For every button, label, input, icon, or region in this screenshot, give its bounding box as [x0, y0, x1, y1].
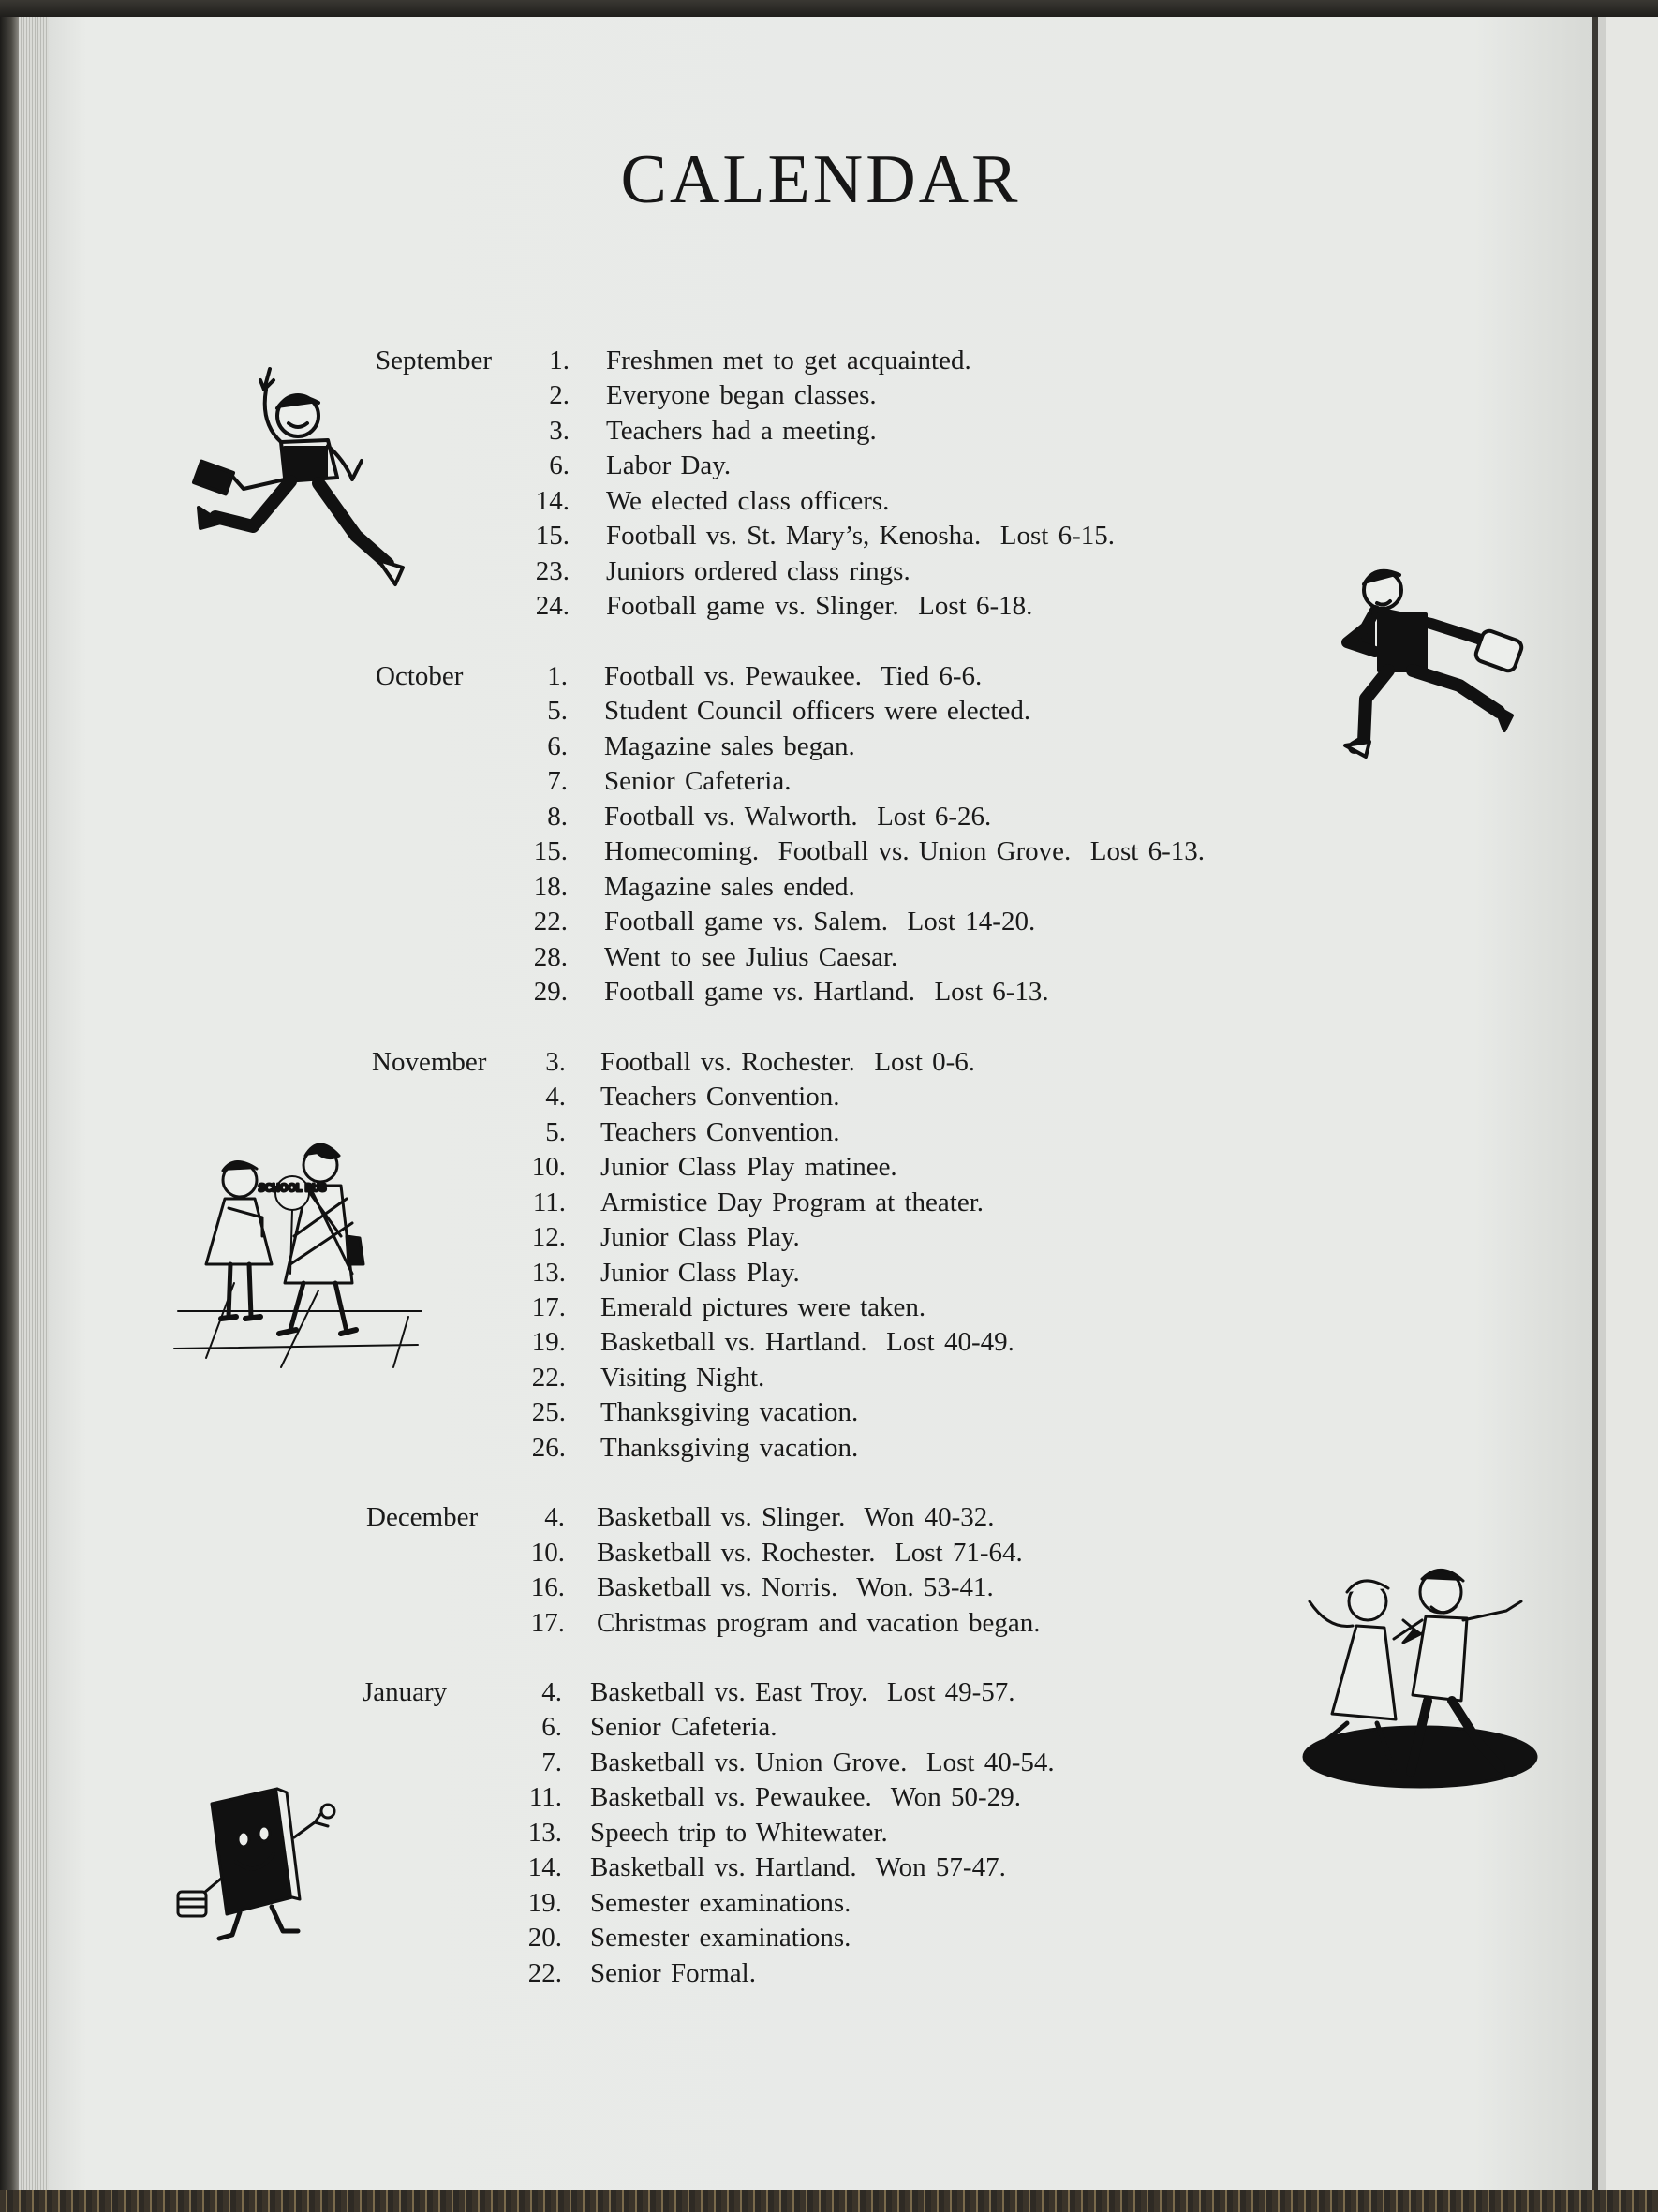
list-item [0, 1958, 937, 1993]
event-text: Armistice Day Program at theater. [600, 1187, 984, 1217]
day-number: 24. [535, 591, 570, 621]
day-number: 14. [535, 486, 570, 516]
day-number: 5. [545, 1117, 566, 1147]
event-text: Senior Formal. [590, 1958, 756, 1988]
month-label: October [376, 661, 464, 691]
dancing-couple-illustration [1291, 1555, 1544, 1798]
list-item [0, 1292, 937, 1327]
page-title: CALENDAR [620, 141, 1021, 218]
event-text: Magazine sales began. [604, 731, 855, 761]
event-text: We elected class officers. [606, 486, 890, 516]
list-item [0, 1327, 1014, 1362]
event-text: Football vs. Pewaukee. Tied 6-6. [604, 661, 983, 691]
running-boy-illustration [1338, 558, 1553, 774]
list-item [0, 1152, 937, 1187]
list-item [0, 1187, 984, 1222]
event-text: Football vs. Walworth. Lost 6-26. [604, 802, 992, 832]
day-number: 2. [549, 380, 570, 410]
event-text: Teachers Convention. [600, 1117, 840, 1147]
event-text: Christmas program and vacation began. [597, 1608, 1041, 1638]
list-item [0, 1397, 937, 1432]
list-item [0, 661, 983, 696]
day-number: 4. [544, 1502, 565, 1532]
list-item [0, 1852, 1006, 1887]
day-number: 17. [530, 1608, 565, 1638]
day-number: 20. [527, 1923, 562, 1953]
day-number: 3. [549, 416, 570, 446]
adjacent-page-edge [1592, 17, 1658, 2190]
day-number: 10. [530, 1538, 565, 1568]
list-item [0, 486, 937, 521]
day-number: 1. [547, 661, 568, 691]
day-number: 7. [547, 766, 568, 796]
list-item [0, 766, 937, 801]
day-number: 5. [547, 696, 568, 726]
list-item [0, 1677, 1015, 1712]
event-text: Basketball vs. Hartland. Lost 40-49. [600, 1327, 1014, 1357]
list-item [0, 346, 971, 380]
event-text: Senior Cafeteria. [590, 1712, 777, 1742]
day-number: 7. [541, 1747, 562, 1777]
event-text: Football vs. Rochester. Lost 0-6. [600, 1047, 976, 1077]
book-binding-top [0, 0, 1658, 17]
day-number: 15. [535, 521, 570, 551]
event-text: Semester examinations. [590, 1923, 851, 1953]
event-text: Thanksgiving vacation. [600, 1397, 859, 1427]
list-item [0, 591, 1033, 626]
event-text: Went to see Julius Caesar. [604, 942, 898, 972]
event-text: Basketball vs. Norris. Won. 53-41. [597, 1572, 994, 1602]
book-binding-bottom [0, 2190, 1658, 2212]
day-number: 6. [547, 731, 568, 761]
day-number: 13. [527, 1818, 562, 1848]
event-text: Speech trip to Whitewater. [590, 1818, 888, 1848]
list-item [0, 696, 1031, 730]
day-number: 11. [528, 1782, 562, 1812]
day-number: 1. [549, 346, 570, 376]
day-number: 13. [531, 1258, 566, 1288]
list-item [0, 1538, 1023, 1572]
month-label: December [366, 1502, 479, 1532]
day-number: 22. [531, 1363, 566, 1393]
list-item [0, 942, 937, 977]
month-label: September [376, 346, 493, 376]
event-text: Visiting Night. [600, 1363, 765, 1393]
event-text: Senior Cafeteria. [604, 766, 792, 796]
day-number: 4. [541, 1677, 562, 1707]
jumping-boy-illustration [187, 367, 422, 601]
event-text: Football vs. St. Mary’s, Kenosha. Lost 6-15. [606, 521, 1115, 551]
event-text: Basketball vs. Union Grove. Lost 40-54. [590, 1747, 1055, 1777]
event-text: Junior Class Play. [600, 1222, 800, 1252]
month-label: November [372, 1047, 487, 1077]
event-text: Basketball vs. Hartland. Won 57-47. [590, 1852, 1006, 1882]
list-item [0, 1712, 937, 1747]
list-item [0, 1363, 937, 1397]
list-item [0, 450, 937, 485]
list-item [0, 1047, 976, 1082]
day-number: 18. [533, 872, 568, 902]
list-item [0, 977, 1049, 1011]
event-text: Football game vs. Slinger. Lost 6-18. [606, 591, 1033, 621]
day-number: 6. [541, 1712, 562, 1742]
list-item [0, 380, 937, 415]
list-item [0, 1258, 937, 1292]
event-text: Thanksgiving vacation. [600, 1433, 859, 1463]
event-text: Football game vs. Salem. Lost 14-20. [604, 907, 1036, 936]
list-item [0, 1082, 937, 1116]
list-item [0, 1433, 937, 1467]
event-text: Magazine sales ended. [604, 872, 855, 902]
event-text: Junior Class Play matinee. [600, 1152, 897, 1182]
day-number: 6. [549, 450, 570, 480]
event-text: Everyone began classes. [606, 380, 877, 410]
day-number: 4. [545, 1082, 566, 1112]
event-text: Football game vs. Hartland. Lost 6-13. [604, 977, 1049, 1007]
day-number: 8. [547, 802, 568, 832]
day-number: 19. [527, 1888, 562, 1918]
day-number: 29. [533, 977, 568, 1007]
day-number: 28. [533, 942, 568, 972]
walking-book-illustration [174, 1781, 352, 1950]
event-text: Junior Class Play. [600, 1258, 800, 1288]
list-item [0, 1818, 937, 1852]
list-item [0, 416, 937, 450]
month-label: January [363, 1677, 448, 1707]
bus-sign-text: SCHOOL BUS [258, 1182, 327, 1194]
list-item [0, 1888, 937, 1923]
event-text: Juniors ordered class rings. [606, 556, 910, 586]
event-text: Basketball vs. East Troy. Lost 49-57. [590, 1677, 1015, 1707]
list-item [0, 1782, 1021, 1817]
event-text: Student Council officers were elected. [604, 696, 1031, 726]
event-text: Freshmen met to get acquainted. [606, 346, 971, 376]
event-text: Teachers Convention. [600, 1082, 840, 1112]
list-item [0, 1572, 994, 1607]
list-item [0, 1502, 995, 1537]
day-number: 19. [531, 1327, 566, 1357]
list-item [0, 521, 1115, 555]
list-item [0, 872, 937, 907]
list-item [0, 802, 992, 836]
day-number: 17. [531, 1292, 566, 1322]
day-number: 25. [531, 1397, 566, 1427]
day-number: 3. [545, 1047, 566, 1077]
event-text: Emerald pictures were taken. [600, 1292, 926, 1322]
list-item [0, 1923, 937, 1957]
day-number: 26. [531, 1433, 566, 1463]
event-text: Labor Day. [606, 450, 732, 480]
event-text: Basketball vs. Rochester. Lost 71-64. [597, 1538, 1023, 1568]
list-item [0, 1747, 1055, 1782]
list-item [0, 1608, 1041, 1643]
event-text: Teachers had a meeting. [606, 416, 877, 446]
day-number: 16. [530, 1572, 565, 1602]
event-text: Homecoming. Football vs. Union Grove. Lost 6-13. [604, 836, 1206, 866]
list-item [0, 731, 937, 766]
list-item [0, 1222, 937, 1257]
day-number: 23. [535, 556, 570, 586]
list-item [0, 907, 1036, 941]
list-item [0, 556, 937, 591]
event-text: Semester examinations. [590, 1888, 851, 1918]
list-item [0, 1117, 937, 1152]
day-number: 22. [533, 907, 568, 936]
day-number: 22. [527, 1958, 562, 1988]
day-number: 11. [532, 1187, 566, 1217]
event-text: Basketball vs. Pewaukee. Won 50-29. [590, 1782, 1021, 1812]
event-text: Basketball vs. Slinger. Won 40-32. [597, 1502, 995, 1532]
day-number: 10. [531, 1152, 566, 1182]
bus-stop-girls-illustration [169, 1133, 431, 1386]
day-number: 12. [531, 1222, 566, 1252]
list-item [0, 836, 1206, 871]
day-number: 14. [527, 1852, 562, 1882]
day-number: 15. [533, 836, 568, 866]
